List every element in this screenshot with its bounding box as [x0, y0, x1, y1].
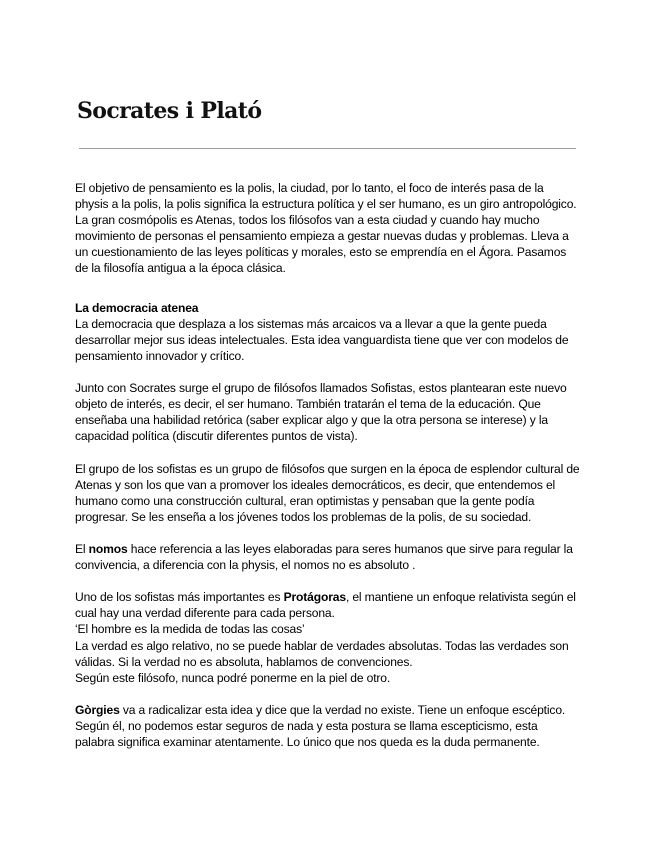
sophists-paragraph: Junto con Socrates surge el grupo de filósofos llamados Sofistas, estos plantearan este nuevo objeto de interés, es decir, el ser humano. También tratarán el tema de la educación. Que enseñaba una habilidad retórica (saber explicar algo y que la otra persona se interese) y la capacidad política (discutir diferentes puntos de vista).	[75, 381, 567, 444]
gorgies-paragraph: Gòrgies va a radicalizar esta idea y dice que la verdad no existe. Tiene un enfoque escéptico. Según él, no podemos estar seguros de nada y esta postura se llama escepticismo, esta palabra significa examinar atentamente. Lo único que nos queda es la duda permanente.	[75, 702, 566, 750]
title-divider	[79, 148, 576, 149]
gorgies-term: Gòrgies	[75, 702, 120, 717]
relativism-paragraph: La verdad es algo relativo, no se puede hablar de verdades absolutas. Todas las verdades son válidas. Si la verdad no es absoluta, hablamos de convenciones.	[75, 638, 569, 669]
protagoras-quote: ‘El hombre es la medida de todas las cosas’	[75, 622, 305, 637]
sophists-group-paragraph: El grupo de los sofistas es un grupo de filósofos que surgen en la época de esplendor cultural de Atenas y son los que van a promover los ideales democráticos, es decir, que entendemos el humano como una construcción cultural, eran optimistas y pensaban que la gente podía progresar. Se les enseña a los jóvenes todos los problemas de la polis, de su sociedad.	[75, 461, 580, 524]
protagoras-conclusion: Según este filósofo, nunca podré ponerme en la piel de otro.	[75, 670, 391, 685]
section-heading: La democracia atenea	[75, 300, 199, 315]
protagoras-paragraph: Uno de los sofistas más importantes es Protágoras, el mantiene un enfoque relativista según el cual hay una verdad diferente para cada persona.	[75, 590, 576, 621]
democracy-paragraph: La democracia que desplaza a los sistemas más arcaicos va a llevar a que la gente pueda desarrollar mejor sus ideas intelectuales. Esta idea vanguardista tiene que ver con modelos de pensamiento innovador y crítico.	[75, 316, 569, 363]
protagoras-term: Protágoras	[283, 590, 346, 605]
document-body	[75, 180, 580, 750]
nomos-term: nomos	[88, 541, 128, 556]
nomos-paragraph: El nomos hace referencia a las leyes elaboradas para seres humanos que sirve para regular la convivencia, a diferencia con la physis, el nomos no es absoluto .	[75, 541, 573, 573]
intro-paragraph: El objetivo de pensamiento es la polis, la ciudad, por lo tanto, el foco de interés pasa de la physis a la polis, la polis significa la estructura política y el ser humano, es un giro antropológico. La gran cosmópolis es Atenas, todos los filósofos van a esta ciudad y cuando hay mucho movimiento de personas el pensamiento empieza a gestar nuevas dudas y problemas. Lleva a un cuestionamiento de las leyes políticas y morales, esto se emprendía en el Ágora. Pasamos de la filosofía antigua a la época clásica.	[75, 181, 577, 276]
document-title: Socrates i Plató	[77, 98, 262, 124]
